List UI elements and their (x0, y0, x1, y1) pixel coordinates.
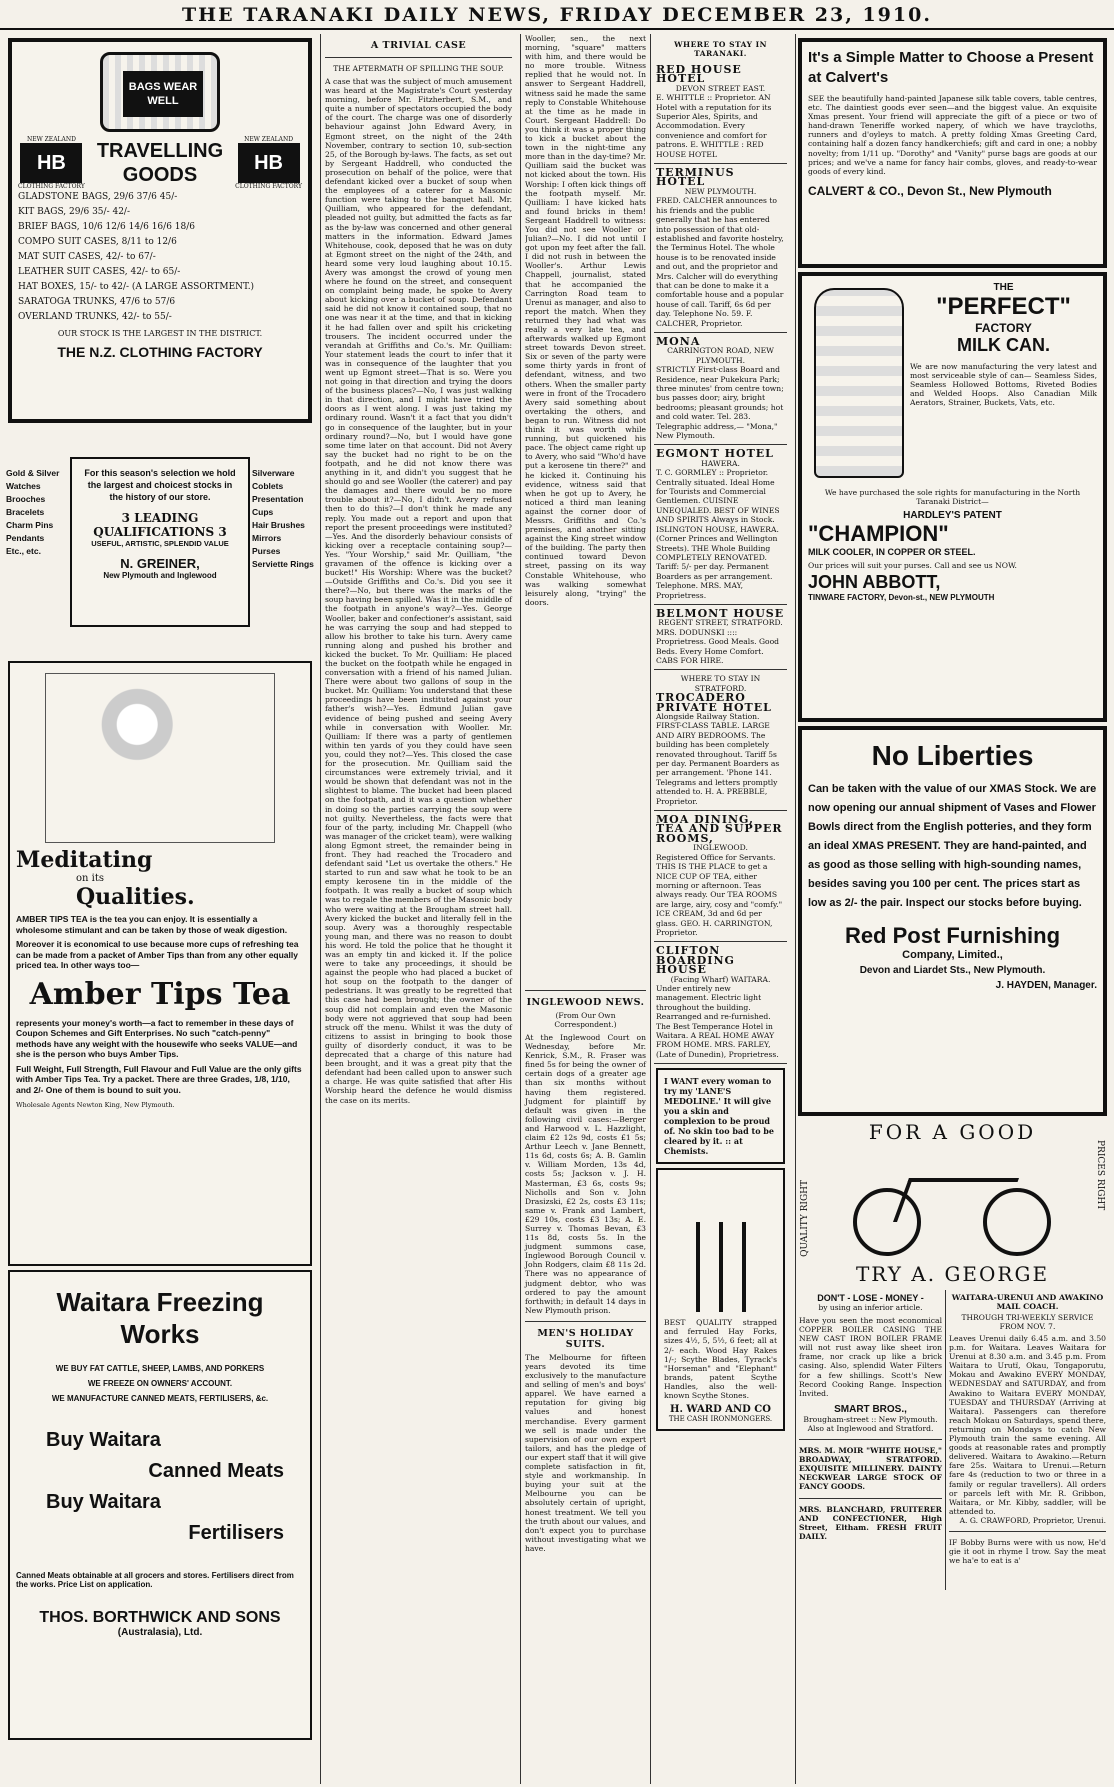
title-line-2: GOODS (122, 164, 198, 186)
brand-right (235, 136, 302, 190)
amber-p1: AMBER TIPS TEA is the tea you can enjoy. It is essentially a wholesome stimulant and can be taken by those of weak digestion. (16, 914, 288, 935)
hotel-text: Alongside Railway Station. FIRST-CLASS TABLE. LARGE AND AIRY BEDROOMS. The building has been completely renovated throughout. Tariff 5s per day. Permanent Boarders as per arrangement. 'Phone 141. Telegrams and letters promptly attended to. H. A. PREBBLE, Proprietor. (656, 712, 780, 806)
hotel-sub: INGLEWOOD. (693, 843, 748, 853)
greiner-qual: 3 LEADING QUALIFICATIONS 3 (93, 511, 227, 539)
nz-clothing-footer: THE N.Z. CLOTHING FACTORY (57, 344, 263, 360)
hotel-text: STRICTLY First-class Board and Residence, near Pukekura Park; three minutes' from centre town; bus passes door; airy, bright bedrooms; pleasant grounds; hot and cold water. Tel. 283. Telegraphic address,— "Mona," New Plymouth. (656, 365, 784, 441)
article-body: A case that was the subject of much amusement was heard at the Magistrate's Court yesterday morning, before Mr. Fitzherbert, S.M., and quite a number of spectators occupied the body of the court. The charge was one of disorderly behaviour against John Edward Avery, in Egmont street, on the night of the 24th November, contrary to section 10, sub-section 25, of the Borough by-laws. The facts, as set out by Sergeant Haddrell, who conducted the prosecution on behalf of the police, were that defendant kicked over a bucket of soup when the employees of a caterer for a Masonic function were taking to the banquet hall. Mr. Quilliam, who appeared for the defendant, pleaded not guilty, but admitted the facts as far as the by-law was concerned and other general matters in the information. Edward James Whitehouse, cook, deposed that he was on duty at Egmont street on the night of the 24th, and heard some very loud laughing about 10.15. Avery was amongst the crowd of young men where he found on the street, and consequent on complaint being made, he spoke to Avery about kicking over a bucket of soup. Defendant said he did not know it contained soup, that no one was near it at the time, and that in kicking it he had fallen over and spilt his cricketing trousers. The incident occurred under the verandah at Griffiths and Co.'s. Mr. Quilliam: Your statement leads the court to infer that it was in consequence of the laughter that you went up Egmont street—That is so. Were you not going in that direction and trying the doors of the business places?—No, I was just walking in that direction, and I might have tried the doors as I went along. I was just taking my ordinary round. Wasn't it a fact that you didn't go in consequence of the laughter, but in your ordinary round?—No, but I would have gone some time later on that account. Did not Avery say the bucket had no right to be on the footpath, and he did not know there was anything in it, and didn't you suggest that he should go and see Wooller (the caterer) and pay the damages and there would be no more trouble about it?—No, I didn't. Avery refused then to do this?—I don't think he made any reply. You made out a report and upon that report the present proceedings were instituted?—Yes. And the disorderly behaviour consists of kicking over a receptacle containing soup?—Yes. "Your Worship," said Mr. Quilliam, "the gravamen of the offence is kicking over a bucket!" His Worship: Where was the bucket? —Outside Griffiths and Co.'s. Did you see it there?—No, but there was the marks of the soup having been spilled. Was it in the middle of the footpath in anyone's way?—Yes. George Wooller, baker and confectioner's assistant, said he was carrying the soup and had stepped to allow his brother to take his turn. Avery came running along and pushed his brother and kicked the bucket. To Mr. Quilliam: He placed the bucket on the footpath while he engaged in conversation with a friend of his named Julian. There were about two gallons of soup in the bucket. Mr. Quilliam: You understand that these proceedings have been instituted against your father's wish?—Yes. Edmund Julian gave evidence of being pushed and seeing Avery while in conversation with Wooller. Mr. Quilliam: If there was a party of gentlemen within ten yards of you they could have seen you, could they not?—Yes. This closed the case for the prosecution. Mr. Quilliam said the circumstances were extremely trivial, and it would be shown that defendant was not in the slightest to blame. The bucket had been placed on the footpath, and it was a question whether in doing so the parties carrying the soup were not guilty. Nevertheless, the facts were that four of the party, including Mr. Chappell (who was manager of the cricket team), were walking along Egmont street, the remainder being in front. They had reached the Trocadero and defendant said "Let us overtake the others." He started to run and saw what he took to be an empty kerosene tin in the middle of the footpath. It was really a bucket of soup which was to regale the members of the Masonic body who were waiting at the Brougham street hall. Avery kicked the bucket and literally fell in the soup. Avery was a thoroughly respectable young man, and there was no reason to doubt his word. He told the police that he thought it was an empty tin and kicked it. If the police were to take any proceedings, it should be against the people who had placed a bucket of hot soup on the footpath to the danger of pedestrians. It was greatly to be regretted that this case had been brought; the owner of the soup did not complain and even the Masonic body were not aggrieved that soup had been struck off the menu. Whilst it was the duty of citizens to assist in bringing to book those guilty of disorderly conduct, it was to be deprecated that a charge of this nature had been brought, and it was a great pity that the defendant had been called upon to answer such a charge. He was quite satisfied that after His Worship heard the defence he would dismiss the case on its merits. (325, 77, 512, 1105)
greiner-center (70, 457, 250, 627)
hotel-name: RED HOUSE HOTEL (656, 63, 742, 86)
ward-ad (656, 1168, 785, 1431)
ward-body: BEST QUALITY strapped and ferruled Hay Forks, sizes 4½, 5, 5½, 6 feet; all at 2/- each. Wood Hay Rakes 1/-; Scythe Blades, Tyrack's "Horseman" and "Elephant" brands, patent Scythe Handles, also the well-known Scythe Stones. (664, 1318, 777, 1400)
smart-head: DON'T - LOSE - MONEY - (817, 1293, 924, 1303)
abbott-champion: "CHAMPION" (808, 521, 949, 547)
inglewood-sub: (From Our Own Correspondent.) (554, 1011, 617, 1029)
article-title: A TRIVIAL CASE (370, 40, 467, 51)
abbott-addr: TINWARE FACTORY, Devon-st., NEW PLYMOUTH (808, 593, 995, 603)
hb-logo-right: HB (238, 143, 300, 183)
liberties-ad (798, 726, 1107, 1116)
brand-top-right: NEW ZEALAND (244, 136, 294, 143)
waitara-freezing-ad (8, 1270, 312, 1740)
hotel-text: Registered Office for Servants. THIS IS THE PLACE to get a NICE CUP OF TEA, either morning or afternoon. Teas always ready. Our TEA ROOMS are large, airy, cosy and "comfy." ICE CREAM, 3d and 6d per glass. GEO. H. CARRINGTON, Proprietor. (656, 852, 783, 937)
left-item: Bracelets (6, 507, 45, 517)
nz-clothing-ad (8, 38, 312, 423)
hotel-sub: WHERE TO STAY IN STRATFORD. (680, 674, 761, 693)
urenui-head: WAITARA-URENUI AND AWAKINO MAIL COACH. (951, 1293, 1104, 1311)
hotel-entry (654, 333, 787, 445)
greiner-headline: For this season's selection we hold the largest and choicest stocks in the history of our store. (84, 468, 236, 502)
hotel-entry (654, 605, 787, 670)
price-item: GLADSTONE BAGS, 29/6 37/6 45/- (18, 192, 178, 202)
liberties-name: Red Post Furnishing (844, 923, 1061, 948)
abbott-milk: MILK CAN. (957, 335, 1050, 355)
amber-agents: Wholesale Agents Newton King, New Plymouth. (16, 1101, 175, 1109)
abbott-perfect: "PERFECT" (936, 293, 1071, 320)
right-item: Coblets (252, 481, 284, 491)
hotel-sub: REGENT STREET, STRATFORD. (658, 618, 783, 628)
hotel-sub: HAWERA. (701, 458, 740, 468)
hayfork-icon (686, 1182, 756, 1312)
urenui-body: Leaves Urenui daily 6.45 a.m. and 3.50 p.m. for Waitara. Leaves Waitara for Urenui at 8.30 a.m. and 3.45 p.m. From Waitara to Urutï, Okau, Tongaporutu, Mokau and Awakino EVERY MONDAY, WEDNESDAY and SATURDAY, and from Awakino to Waitara EVERY MONDAY, TUESDAY and THURSDAY (Arriving at Waitara). Passengers can therefore reach Mokau on Saturdays, spend there, returning on Mondays to catch New Plymouth train the same evening. All goods at reasonable rates and promptly delivered. Waitara to Awakino.—Return fare 25s. Waitara to Urenui.—Return fare 4s (reduction to two or three in a family or regular travellers). All orders or parcels left with Mr. R. Gribbon, Waitara, or Mr. Kibby, saddler, will be attended to. (949, 1334, 1106, 1516)
calvert-footer: CALVERT & CO., Devon St., New Plymouth (808, 183, 1052, 198)
calvert-ad (798, 38, 1107, 268)
brand-bottom: CLOTHING FACTORY (18, 183, 85, 190)
smart-sub: by using an inferior article. (818, 1303, 923, 1312)
waitara-b2: Canned Meats (148, 1460, 284, 1482)
hotel-sub: CARRINGTON ROAD, NEW PLYMOUTH. (667, 346, 774, 365)
waitara-b1: Buy Waitara (46, 1429, 161, 1451)
hotel-name: MONA (656, 334, 701, 348)
hb-logo: HB (20, 143, 82, 183)
hotel-text: T. C. GORMLEY :: Proprietor. Centrally situated. Ideal Home for Tourists and Commercial Gentlemen. CUISINE UNEQUALED. BEST OF WINES AND SPIRITS Always in Stock. ISLINGTON HOUSE, HAWERA. (Corner Princes and Wellington Streets). THE Whole Building COMPLETELY RENOVATED. Tariff: 5/- per day. Permanent Boarders as per arrangement. Telephone. MRS. MAY, Proprietress. (656, 468, 780, 600)
column-3 (520, 34, 650, 1784)
right-item: Cups (252, 507, 274, 517)
divider (525, 990, 646, 991)
bike-right: PRICES RIGHT (1095, 1140, 1105, 1211)
liberties-title: No Liberties (871, 740, 1034, 771)
hotels-column (650, 34, 790, 1784)
urenui-sub: THROUGH TRI-WEEKLY SERVICE FROM NOV. 7. (961, 1313, 1094, 1331)
moir-ad: MRS. M. MOIR "WHITE HOUSE," BROADWAY, STRATFORD. EXQUISITE MILLINERY. DAINTY NECKWEAR LARGE STOCK OF FANCY GOODS. (799, 1446, 942, 1492)
waitara-footer: THOS. BORTHWICK AND SONS (39, 1609, 281, 1626)
hotel-entry (654, 164, 787, 333)
divider (799, 1498, 942, 1499)
hotel-name: MOA DINING, TEA AND SUPPER ROOMS, (656, 813, 783, 845)
urenui-name: A. G. CRAWFORD, Proprietor, Urenui. (959, 1515, 1106, 1525)
abbott-cooler: MILK COOLER, IN COPPER OR STEEL. (808, 547, 976, 558)
masthead: THE TARANAKI DAILY NEWS, FRIDAY DECEMBER 23, 1910. (0, 0, 1114, 30)
hotel-name: TERMINUS HOTEL (656, 166, 735, 189)
abbott-factory: FACTORY (975, 321, 1032, 335)
bike-left: QUALITY RIGHT (800, 1180, 810, 1257)
brand-bottom-right: CLOTHING FACTORY (235, 183, 302, 190)
hotel-name: CLIFTON BOARDING HOUSE (656, 944, 735, 977)
hotel-entry (654, 445, 787, 605)
amber-p3: represents your money's worth—a fact to remember in these days of Coupon Schemes and Gift Enterprises. No such "catch-penny" methods have any weight with the housewife who seeks VALUE—and she is the person who buys Amber Tips. (16, 1017, 298, 1059)
smart-ad (796, 1290, 946, 1590)
price-item: KIT BAGS, 29/6 35/- 42/- (18, 207, 130, 217)
hotels-header: WHERE TO STAY IN TARANAKI. (674, 40, 767, 58)
brand-left (18, 136, 85, 190)
hotel-sub: (Facing Wharf) WAITARA. (670, 974, 771, 984)
ward-sub: THE CASH IRONMONGERS. (668, 1415, 773, 1424)
divider (525, 1321, 646, 1322)
bottom-ads-row (796, 1290, 1109, 1590)
hotel-text: E. WHITTLE :: Proprietor. AN Hotel with a reputation for its Superior Ales, Spirits, and Accommodation. Every convenience and comfort for patrons. E. WHITTLE : RED HOUSE HOTEL (656, 93, 772, 159)
left-item: Charm Pins (6, 520, 54, 530)
bike-ad (796, 1120, 1109, 1290)
amber-p4: Full Weight, Full Strength, Full Flavour and Full Value are the only gifts with Amber Tips Tea. Try a packet. There are three Grades, 1/8, 1/10, and 2/- One of them is bound to suit you. (16, 1063, 302, 1095)
right-item: Purses (252, 546, 281, 556)
article-continued: Wooller, sen., the next morning, "square" matters with him, and there would be no more trouble. Witness replied that he would not. In answer to Sergeant Haddrell, witness said he made the same reply to Constable Whitehouse at the time as he made in Court. Sergeant Haddrell: Do you think it was a proper thing to kick a bucket about the town in the night-time any more than in the day-time? Mr. Quilliam said the bucket was not kicked about the town. His Worship: I often kick things off the footpath myself. Mr. Quilliam: I have kicked hats and found bricks in them! Sergeant Haddrell to witness: You did not see Wooller or Julian?—No. I did not until I got upon my feet after the fall. I did not rush in between the Wooller's. Arthur Lewis Chappell, journalist, stated that he accompanied the Carrington Road team to Urenui as manager, and also to report the match. When they returned they had what was really a very late tea, and afterwards walked up Egmont street towards Devon street. Six or seven of the party were some thirty yards in front of defendant, witness, and two others. When the smaller party were in front of the Trocadero Avery said something about overtaking the others, and began to run. Witness did not think it was worth while running, but quickened his pace. The object came right up to Avery, who said "Who'd have put a kerosene tin there?" and he kicked it. Continuing his evidence, witness said that when he got up to Avery, he noticed a third man leaning against the corner door of Messrs. Griffiths and Co.'s premises, and another sitting against the King street window of the building. The party then continued toward Devon street, passing on its way Constable Whitehouse, who was walking somewhat leisurely along, "trying" the doors. (525, 34, 646, 607)
men-body: The Melbourne for fifteen years devoted its time exclusively to the manufacture and selling of men's and boys' apparel. We have earned a reputation for giving big values and honest merchandise. Every garment we sell is made under the supervision of our own expert tailors, and has the pledge of our expert staff that it will give complete satisfaction in fit, style and workmanship. In buying your suit at the Melbourne you can be absolutely certain of upright, honest treatment. We tell you the truth about our values, and don't expect you to purchase without investigating what we have. (525, 1352, 646, 1553)
smart-name: SMART BROS., (834, 1403, 907, 1415)
abbott-rights: We have purchased the sole rights for manufacturing in the North Taranaki District— (824, 488, 1081, 507)
hotel-name: EGMONT HOTEL (656, 447, 774, 461)
divider (799, 1439, 942, 1440)
greiner-name: N. GREINER, (120, 556, 200, 571)
liberties-addr: Devon and Liardet Sts., New Plymouth. (859, 965, 1046, 976)
bicycle-icon (853, 1148, 1053, 1258)
brand-top: NEW ZEALAND (26, 136, 76, 143)
price-item: HAT BOXES, 15/- to 42/- (A LARGE ASSORTMENT.) (18, 282, 255, 292)
hotel-entry (654, 61, 787, 164)
amber-brand: Amber Tips Tea (29, 976, 291, 1012)
bag-illustration (100, 52, 220, 132)
left-item: Pendants (6, 533, 45, 543)
greiner-qual-sub: USEFUL, ARTISTIC, SPLENDID VALUE (91, 539, 229, 548)
left-item: Brooches (6, 494, 46, 504)
lady-illustration (45, 673, 275, 843)
medoline-ad: I WANT every woman to try my 'LANE'S MEDOLINE.' It will give you a skin and complexion to be proud of. No skin too bad to be cleared by it. :: at Chemists. (656, 1068, 785, 1164)
bike-bottom: TRY A. GEORGE (855, 1262, 1050, 1286)
abbott-name: JOHN ABBOTT, (808, 572, 941, 593)
column-1 (6, 34, 314, 1784)
right-item: Hair Brushes (252, 520, 305, 530)
amber-p2: Moreover it is economical to use because more cups of refreshing tea can be made from a packet of Amber Tips than from any other equally priced tea. In other ways too— (16, 939, 299, 970)
brand-row (18, 136, 302, 190)
bobby-ad: IF Bobby Burns were with us now, He'd gie it oot in rhyme I trow. Say the meat we ha'e to eat is a' (949, 1537, 1106, 1566)
hotel-entry (654, 670, 787, 811)
hotel-name: BELMONT HOUSE (656, 606, 785, 620)
bike-top: FOR A GOOD (868, 1120, 1037, 1144)
liberties-mgr: J. HAYDEN, Manager. (995, 980, 1097, 991)
left-item: Watches (6, 481, 41, 491)
waitara-title: Waitara Freezing Works (56, 1287, 264, 1349)
column-2 (320, 34, 516, 1784)
price-item: SARATOGA TRUNKS, 47/6 to 57/6 (18, 297, 176, 307)
price-item: COMPO SUIT CASES, 8/11 to 12/6 (18, 237, 177, 247)
hotel-sub: DEVON STREET EAST. (675, 83, 766, 93)
waitara-note: Canned Meats obtainable at all grocers and stores. Fertilisers direct from the works. Price List on application. (16, 1571, 294, 1589)
amber-title-3: Qualities. (76, 884, 195, 910)
right-item: Mirrors (252, 533, 282, 543)
hotel-text: Under entirely new management. Electric light throughout the building. Rearranged and re-furnished. The Best Temperance Hotel in Waitara. A REAL HOME AWAY FROM HOME. MRS. FARLEY, (Late of Dunedin), Proprietress. (656, 983, 779, 1059)
right-item: Silverware (252, 468, 295, 478)
waitara-b4: Fertilisers (188, 1522, 284, 1544)
abbott-the: THE (993, 282, 1014, 293)
greiner-right-list (252, 427, 314, 657)
hotel-name: TROCADERO PRIVATE HOTEL (656, 691, 772, 714)
smart-addr: Brougham-street :: New Plymouth. Also at Inglewood and Stratford. (803, 1414, 938, 1433)
price-item: MAT SUIT CASES, 42/- to 67/- (18, 252, 156, 262)
hotel-text: FRED. CALCHER announces to his friends and the public generally that he has entered into possession of that old-established and favorite hostelry, the Terminus Hotel. The whole house is to be renovated inside and out, and the proprietor and Mrs. Calcher will do everything that can be done to make it a comfortable house and a popular house of call. Tariff, 6s 6d per day. Telephone No. 59. F. CALCHER, Proprietor. (656, 196, 784, 328)
divider (949, 1531, 1106, 1532)
blanchard-ad: MRS. BLANCHARD, FRUITERER AND CONFECTIONER, High Street, Eltham. FRESH FRUIT DAILY. (799, 1504, 942, 1541)
divider (325, 57, 512, 58)
men-title: MEN'S HOLIDAY SUITS. (537, 1327, 634, 1350)
waitara-l2: WE FREEZE ON OWNERS' ACCOUNT. (87, 1379, 233, 1388)
calvert-body: SEE the beautifully hand-painted Japanese silk table covers, table centres, etc. The daintiest goods ever seen—and the biggest value. An exquisite Xmas present. Your friend will appreciate the gift of a piece or two of hand-drawn Teneriffe worked napery, of which we have traycloths, runners and d'oyleys to match. A pretty folding Xmas Greeting Card, containing half a dozen fancy handkerchiefs; gift and card in one; a nobby novelty; from 1/11 up. "Dorothy" and "Vanity" purse bags are goods at our prices; and we've a name for fancy hair combs, gloves, and ready-to-wear goods of every kind. (808, 94, 1097, 176)
waitara-footer-2: (Australasia), Ltd. (117, 1627, 203, 1638)
waitara-l3: WE MANUFACTURE CANNED MEATS, FERTILISERS, &c. (51, 1394, 269, 1403)
price-item: BRIEF BAGS, 10/6 12/6 14/6 16/6 18/6 (18, 222, 195, 232)
hotel-text: MRS. DODUNSKI :::: Proprietress. Good Meals. Good Beds. Every Home Comfort. CABS FOR HIRE. (656, 627, 780, 665)
right-item: Serviette Rings (252, 559, 314, 569)
urenui-ad (946, 1290, 1109, 1590)
amber-tips-ad (8, 661, 312, 1266)
price-item: LEATHER SUIT CASES, 42/- to 65/- (18, 267, 181, 277)
ward-name: H. WARD AND CO (670, 1404, 771, 1416)
hotel-sub: NEW PLYMOUTH. (684, 186, 757, 196)
column-4 (795, 34, 1109, 1784)
price-list (18, 190, 302, 325)
hotel-entry (654, 942, 787, 1064)
waitara-l1: WE BUY FAT CATTLE, SHEEP, LAMBS, AND PORKERS (55, 1364, 265, 1373)
waitara-b3: Buy Waitara (46, 1491, 161, 1513)
travelling-goods-title (97, 139, 223, 187)
smart-body: Have you seen the most economical COPPER BOILER CASING THE NEW CAST IRON BOILER FRAME will not rust away like sheet iron frame, nor crack up like a brick casing. Also, splendid Water Filters for a few shillings. Scott's New Record Cooking Range. Inspection Invited. (799, 1316, 942, 1398)
greiner-ad (6, 427, 314, 657)
greiner-left-list (6, 427, 68, 657)
amber-title-1: Meditating (16, 847, 153, 873)
left-item: Etc., etc. (6, 546, 41, 556)
right-item: Presentation (252, 494, 304, 504)
milk-can-illustration (814, 288, 904, 478)
stock-note: OUR STOCK IS THE LARGEST IN THE DISTRICT. (57, 329, 263, 338)
bag-text: BAGS WEAR WELL (123, 71, 203, 117)
liberties-ltd: Company, Limited., (902, 949, 1003, 961)
inglewood-title: INGLEWOOD NEWS. (526, 997, 645, 1008)
abbott-ad (798, 272, 1107, 722)
abbott-purse: Our prices will suit your purses. Call and see us NOW. (808, 561, 1017, 571)
article-subtitle: THE AFTERMATH OF SPILLING THE SOUP. (333, 64, 504, 73)
greiner-town: New Plymouth and Inglewood (103, 571, 217, 580)
abbott-patent: HARDLEY'S PATENT (903, 510, 1002, 522)
title-line-1: TRAVELLING (96, 140, 224, 162)
inglewood-body: At the Inglewood Court on Wednesday, before Mr. Kenrick, S.M., R. Fraser was fined 5s for being the owner of certain dogs of a greater age than six months without having them registered. Judgment for plaintiff by default was given in the following civil cases:—Berger and Harwood v. L. Hazzlight, claim £2 12s 9d, costs £1 5s; Arthur Leech v. Jane Bennett, 11s 6d, costs 6s; A. B. Gamlin v. William Morden, 13s 4d, costs 5s; Jackson v. J. H. Masterman, £3 6s, costs 9s; Nicholls and Son v. John Drasizski, £2 2s, costs £3 11s; same v. Frank and Lambert, £29 10s, costs £3 13s; A. E. Surrey v. Thomas Bevan, £3 11s 8d, costs 5s. In the judgment summons case, Inglewood Borough Council v. John Rodgers, claim £8 11s 2d. There was no appearance of judgment debtor, who was ordered to pay the amount forthwith; in default 14 days in New Plymouth prison. (525, 1033, 646, 1315)
abbott-body: We are now manufacturing the very latest and most serviceable style of can— Seamless Sides, Seamless Hollowed Bottoms, Riveted Bodies and Welded Hoops. Also Canadian Milk Aerators, Strainer, Buckets, Vats, etc. (910, 362, 1097, 408)
liberties-body: Can be taken with the value of our XMAS Stock. We are now opening our annual shipment of Vases and Flower Bowls direct from the English potteries, and they form an ideal XMAS PRESENT. They are hand-painted, and as good as those selling with high-sounding names, besides saving you 100 per cent. The prices start as low as 2/- the pair. Inspect our stocks before buying. (808, 783, 1097, 909)
hotel-entry (654, 811, 787, 942)
amber-title-2: on its (76, 873, 104, 884)
calvert-title: It's a Simple Matter to Choose a Present at Calvert's (808, 49, 1094, 86)
frame-icon (892, 1178, 1018, 1222)
left-item: Gold & Silver (6, 468, 60, 478)
price-item: OVERLAND TRUNKS, 42/- to 55/- (18, 312, 172, 322)
